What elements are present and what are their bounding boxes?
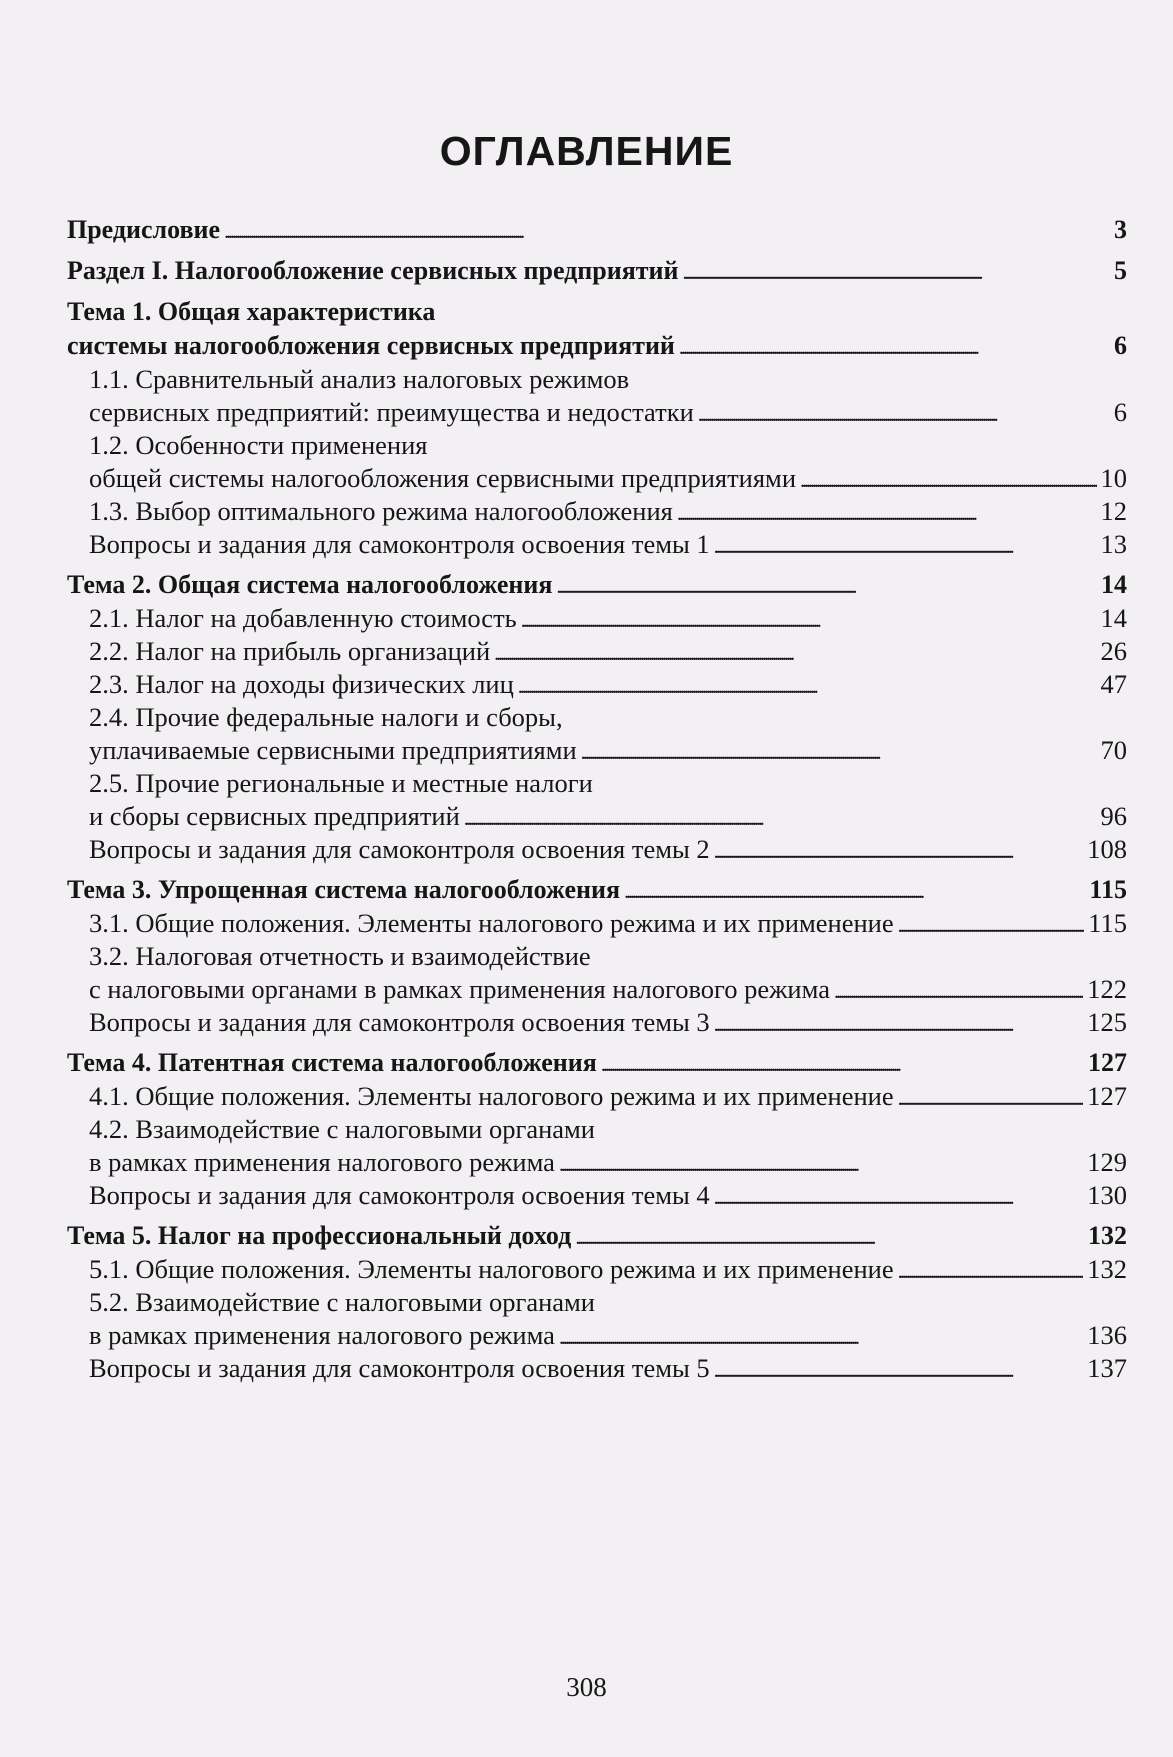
toc-subentry xyxy=(67,833,1127,866)
toc-line xyxy=(89,363,1127,396)
toc-line xyxy=(89,1006,1127,1039)
toc-heading-entry xyxy=(67,295,1127,363)
toc-line xyxy=(89,528,1127,561)
section-gap xyxy=(67,561,1127,568)
dot-leader xyxy=(714,1179,1084,1212)
toc-line xyxy=(89,701,1127,734)
toc-subentry xyxy=(67,528,1127,561)
section-gap xyxy=(67,1212,1127,1219)
toc-entry-text: с налоговыми органами в рамках применения налогового режима xyxy=(89,974,830,1004)
toc-entry-text: в рамках применения налогового режима xyxy=(89,1147,555,1177)
dot-leader xyxy=(714,833,1084,866)
toc-page-number: 125 xyxy=(1087,1007,1127,1037)
toc-entry-text: Тема 3. Упрощенная система налогообложения xyxy=(67,875,621,904)
toc-entry-text: системы налогообложения сервисных предприятий xyxy=(67,331,675,360)
toc-subentry xyxy=(67,495,1127,528)
toc-entry-text: 2.4. Прочие федеральные налоги и сборы, xyxy=(89,702,563,732)
toc-subentry xyxy=(67,602,1127,635)
toc-entry-text: 1.3. Выбор оптимального режима налогообложения xyxy=(89,496,673,526)
page-title: ОГЛАВЛЕНИЕ xyxy=(439,128,734,174)
dot-leader xyxy=(677,495,1097,528)
toc-entry-text: 1.2. Особенности применения xyxy=(89,430,428,460)
toc-subentry xyxy=(67,1253,1127,1286)
dot-leader xyxy=(714,1006,1084,1039)
toc-entry-text: уплачиваемые сервисными предприятиями xyxy=(89,735,577,765)
toc-line xyxy=(67,1219,1127,1253)
toc-line xyxy=(89,1286,1127,1319)
dot-leader xyxy=(898,1080,1084,1113)
dot-leader xyxy=(521,602,1097,635)
toc-line xyxy=(89,396,1127,429)
toc-subentry xyxy=(67,363,1127,429)
toc-entry-text: Вопросы и задания для самоконтроля освоения темы 5 xyxy=(89,1353,710,1383)
toc-page-number: 129 xyxy=(1087,1147,1127,1177)
dot-leader xyxy=(494,635,1096,668)
toc-entry-text: Вопросы и задания для самоконтроля освоения темы 1 xyxy=(89,529,710,559)
toc-entry-text: 5.2. Взаимодействие с налоговыми органами xyxy=(89,1287,595,1317)
toc-page-number: 96 xyxy=(1100,801,1127,831)
toc-heading-entry xyxy=(67,213,1127,247)
toc-line xyxy=(89,734,1127,767)
toc-entry-text: Тема 1. Общая характеристика xyxy=(67,297,436,326)
dot-leader xyxy=(898,1253,1084,1286)
toc-entry-text: 2.1. Налог на добавленную стоимость xyxy=(89,603,517,633)
dot-leader xyxy=(714,1352,1084,1385)
toc-entry-text: общей системы налогообложения сервисными предприятиями xyxy=(89,463,796,493)
toc-entry-text: Вопросы и задания для самоконтроля освоения темы 3 xyxy=(89,1007,710,1037)
dot-leader xyxy=(679,329,1110,362)
toc-subentry xyxy=(67,940,1127,1006)
toc-entry-text: в рамках применения налогового режима xyxy=(89,1320,555,1350)
toc-entry-text: Тема 2. Общая система налогообложения xyxy=(67,570,553,599)
toc-line xyxy=(89,1352,1127,1385)
table-of-contents xyxy=(67,213,1127,1385)
toc-line xyxy=(67,213,1127,247)
toc-entry-text: и сборы сервисных предприятий xyxy=(89,801,460,831)
toc-entry-text: 2.3. Налог на доходы физических лиц xyxy=(89,669,514,699)
toc-page-number: 3 xyxy=(1114,215,1127,244)
toc-heading-entry xyxy=(67,1046,1127,1080)
toc-line xyxy=(89,1253,1127,1286)
toc-line xyxy=(89,462,1127,495)
toc-line xyxy=(67,295,1127,329)
dot-leader xyxy=(601,1046,1084,1079)
toc-line xyxy=(89,940,1127,973)
toc-subentry xyxy=(67,1113,1127,1179)
toc-page-number: 136 xyxy=(1087,1320,1127,1350)
toc-line xyxy=(89,767,1127,800)
toc-subentry xyxy=(67,1352,1127,1385)
toc-line xyxy=(67,254,1127,288)
toc-subentry xyxy=(67,1179,1127,1212)
dot-leader xyxy=(224,213,1110,246)
toc-line xyxy=(67,1046,1127,1080)
toc-subentry xyxy=(67,767,1127,833)
toc-line xyxy=(89,800,1127,833)
toc-subentry xyxy=(67,1006,1127,1039)
toc-page-number: 47 xyxy=(1100,669,1127,699)
dot-leader xyxy=(464,800,1097,833)
toc-page-number: 70 xyxy=(1100,735,1127,765)
dot-leader xyxy=(518,668,1097,701)
toc-page-number: 6 xyxy=(1113,397,1127,427)
dot-leader xyxy=(698,396,1110,429)
toc-entry-text: 4.2. Взаимодействие с налоговыми органами xyxy=(89,1114,595,1144)
toc-line xyxy=(89,1319,1127,1352)
toc-line xyxy=(89,602,1127,635)
toc-page-number: 127 xyxy=(1087,1081,1127,1111)
toc-entry-text: Вопросы и задания для самоконтроля освоения темы 2 xyxy=(89,834,710,864)
dot-leader xyxy=(559,1319,1083,1352)
toc-line xyxy=(89,1080,1127,1113)
toc-entry-text: сервисных предприятий: преимущества и недостатки xyxy=(89,397,694,427)
toc-page-number: 122 xyxy=(1087,974,1127,1004)
toc-entry-text: 5.1. Общие положения. Элементы налогового режима и их применение xyxy=(89,1254,894,1284)
toc-line xyxy=(89,668,1127,701)
toc-page-number: 130 xyxy=(1087,1180,1127,1210)
toc-subentry xyxy=(67,668,1127,701)
toc-line xyxy=(89,1179,1127,1212)
toc-subentry xyxy=(67,429,1127,495)
toc-page-number: 13 xyxy=(1100,529,1127,559)
toc-heading-entry xyxy=(67,873,1127,907)
toc-page-number: 10 xyxy=(1100,463,1127,493)
toc-entry-text: Вопросы и задания для самоконтроля освоения темы 4 xyxy=(89,1180,710,1210)
toc-line xyxy=(89,635,1127,668)
section-gap xyxy=(67,866,1127,873)
section-gap xyxy=(67,1039,1127,1046)
dot-leader xyxy=(714,528,1097,561)
toc-page-number: 115 xyxy=(1088,908,1127,938)
toc-page-number: 6 xyxy=(1114,331,1127,360)
toc-page-number: 108 xyxy=(1087,834,1127,864)
toc-heading-entry xyxy=(67,254,1127,288)
toc-page-number: 5 xyxy=(1114,256,1127,285)
toc-page-number: 115 xyxy=(1089,875,1127,904)
toc-line xyxy=(89,1146,1127,1179)
toc-line xyxy=(89,973,1127,1006)
toc-entry-text: Раздел I. Налогообложение сервисных предприятий xyxy=(67,256,679,285)
section-gap xyxy=(67,247,1127,254)
toc-entry-text: 1.1. Сравнительный анализ налоговых режимов xyxy=(89,364,630,394)
page-number: 308 xyxy=(566,1672,607,1702)
dot-leader xyxy=(581,734,1097,767)
toc-subentry xyxy=(67,1080,1127,1113)
toc-page-number: 132 xyxy=(1088,1221,1127,1250)
toc-line xyxy=(89,907,1127,940)
toc-subentry xyxy=(67,1286,1127,1352)
toc-entry-text: Тема 4. Патентная система налогообложения xyxy=(67,1048,597,1077)
toc-entry-text: 3.2. Налоговая отчетность и взаимодействие xyxy=(89,941,591,971)
dot-leader xyxy=(624,873,1085,906)
toc-line xyxy=(67,568,1127,602)
toc-line xyxy=(67,329,1127,363)
toc-subentry xyxy=(67,635,1127,668)
dot-leader xyxy=(559,1146,1083,1179)
toc-page-number: 12 xyxy=(1100,496,1127,526)
toc-subentry xyxy=(67,701,1127,767)
toc-subentry xyxy=(67,907,1127,940)
toc-entry-text: Предисловие xyxy=(67,215,221,244)
dot-leader xyxy=(834,973,1083,1006)
toc-entry-text: Тема 5. Налог на профессиональный доход xyxy=(67,1221,572,1250)
toc-page-number: 14 xyxy=(1100,603,1127,633)
toc-page-number: 132 xyxy=(1087,1254,1127,1284)
dot-leader xyxy=(898,907,1085,940)
dot-leader xyxy=(556,568,1097,601)
toc-entry-text: 2.2. Налог на прибыль организаций xyxy=(89,636,491,666)
toc-entry-text: 3.1. Общие положения. Элементы налогового режима и их применение xyxy=(89,908,894,938)
toc-line xyxy=(89,1113,1127,1146)
toc-line xyxy=(89,429,1127,462)
toc-heading-entry xyxy=(67,1219,1127,1253)
section-gap xyxy=(67,288,1127,295)
toc-page-number: 127 xyxy=(1088,1048,1127,1077)
dot-leader xyxy=(800,462,1097,495)
dot-leader xyxy=(683,254,1110,287)
toc-line xyxy=(89,833,1127,866)
toc-entry-text: 2.5. Прочие региональные и местные налоги xyxy=(89,768,593,798)
toc-entry-text: 4.1. Общие положения. Элементы налогового режима и их применение xyxy=(89,1081,894,1111)
toc-page-number: 14 xyxy=(1101,570,1127,599)
toc-line xyxy=(67,873,1127,907)
toc-line xyxy=(89,495,1127,528)
toc-page-number: 137 xyxy=(1087,1353,1127,1383)
toc-heading-entry xyxy=(67,568,1127,602)
toc-page-number: 26 xyxy=(1100,636,1127,666)
dot-leader xyxy=(575,1219,1084,1252)
